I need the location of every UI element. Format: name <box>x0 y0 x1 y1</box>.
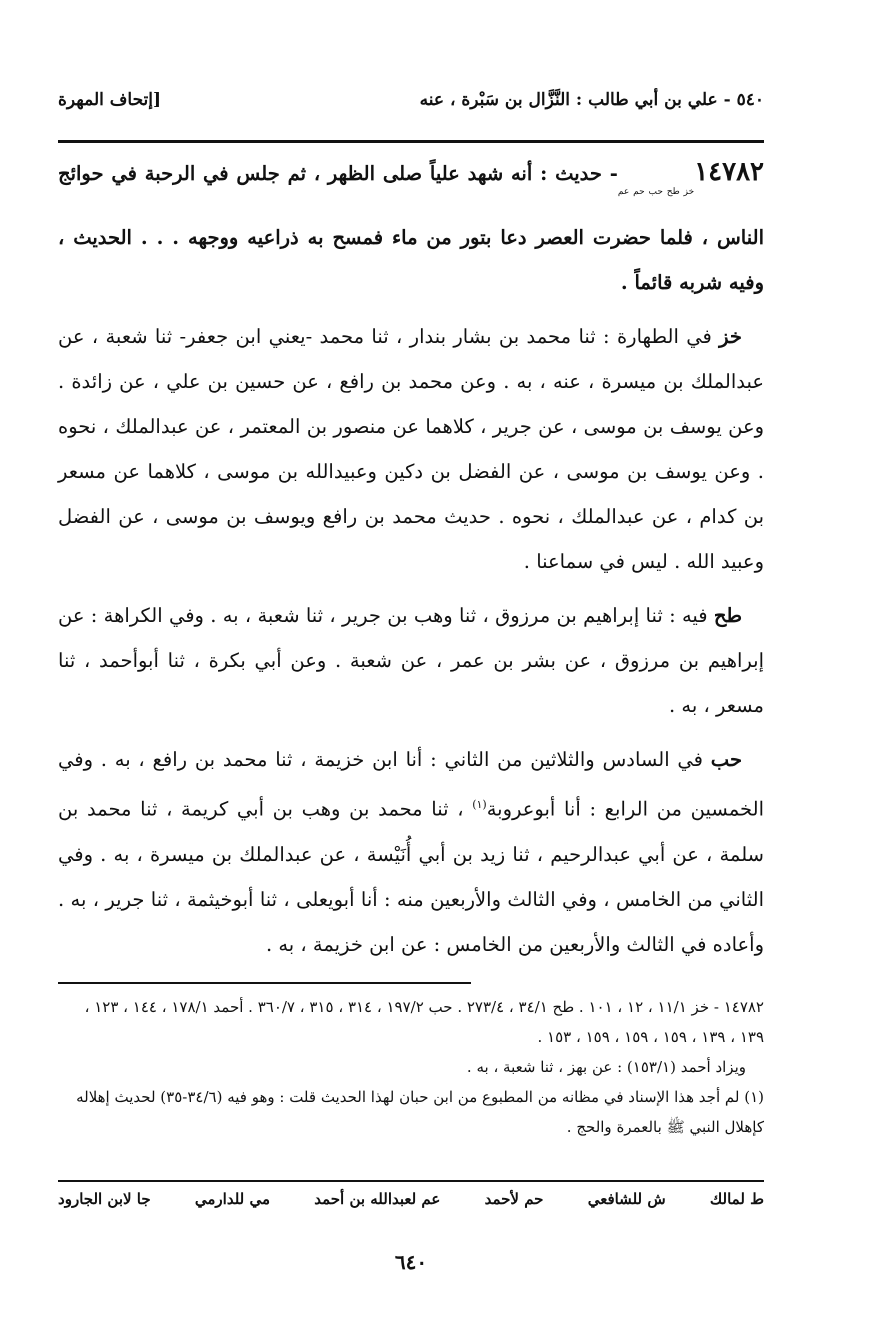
running-header <box>58 90 764 124</box>
footnote-1: (١) لم أجد هذا الإسناد في مظانه من المطبوع من ابن حبان لهذا الحديث قلت : وهو فيه (٣٤/٦-٣٥) لحديث إهلاله كإهلال النبي ﷺ بالعمرة والحج . <box>76 1088 764 1136</box>
paragraph-text: في الطهارة : ثنا محمد بن بشار بندار ، ثنا محمد -يعني ابن جعفر- ثنا شعبة ، عن عبدالملك بن ميسرة ، عنه ، به . وعن محمد بن رافع ، عن حسين بن علي ، عن زائدة . وعن يوسف بن موسى ، عن جرير ، كلاهما عن منصور بن المعتمر ، عن عبدالملك ، نحوه . وعن يوسف بن موسى ، عن الفضل بن دكين وعبيدالله بن موسى ، كلاهما عن مسعر بن كدام ، عن عبدالملك ، نحوه . حديث محمد بن رافع ويوسف بن موسى ، عن الفضل وعبيد الله . ليس في سماعنا . <box>58 325 764 573</box>
addition-note: ويزاد أحمد (١٥٣/١) : عن بهز ، ثنا شعبة ، به . <box>466 1058 746 1076</box>
paragraph-lead: حب <box>710 748 742 771</box>
paragraph-hb <box>58 737 764 967</box>
abbreviation-item: مي للدارمي <box>194 1190 270 1208</box>
page-number: ٦٤٠ <box>394 1250 428 1274</box>
header-rule <box>58 140 764 143</box>
header-title: ٥٤٠ - علي بن أبي طالب : النَّزَّال بن سَبْرة ، عنه <box>419 90 764 110</box>
paragraph-text: في السادس والثلاثين من الثاني : أنا ابن خزيمة ، ثنا محمد بن رافع ، به . وفي الخمسين من الرابع : أنا أبوعروبة <box>58 748 765 821</box>
hadith-entry <box>58 150 764 305</box>
hadith-text: - حديث : أنه شهد علياً صلى الظهر ، ثم جلس في الرحبة في حوائج الناس ، فلما حضرت العصر دعا بتور من ماء فمسح به ذراعيه ووجهه . . . الحديث ، وفيه شربه قائماً . <box>58 162 764 294</box>
abbreviation-item: ط لمالك <box>709 1190 764 1208</box>
paragraph-text: فيه : ثنا إبراهيم بن مرزوق ، ثنا وهب بن جرير ، ثنا شعبة ، به . وفي الكراهة : عن إبراهيم بن مرزوق ، عن بشر بن عمر ، عن شعبة . وعن أبي بكرة ، ثنا أبوأحمد ، ثنا مسعر ، به . <box>58 604 764 717</box>
abbreviations-rule <box>58 1180 764 1182</box>
book-page <box>58 0 764 1325</box>
paragraph-lead: خز <box>719 325 742 348</box>
paragraph-lead: طح <box>713 604 742 627</box>
hadith-number: ١٤٧٨٢ <box>694 157 765 187</box>
abbreviation-item: جا لابن الجارود <box>58 1190 151 1208</box>
footnotes <box>58 992 764 1142</box>
abbreviation-item: حم لأحمد <box>484 1190 544 1208</box>
footnote-separator <box>58 982 471 984</box>
header-book-name: [إتحاف المهرة <box>58 90 162 110</box>
paragraph-khz <box>58 314 764 584</box>
paragraph-text: ، ثنا محمد بن وهب بن أبي كريمة ، ثنا محمد بن سلمة ، عن أبي عبدالرحيم ، ثنا زيد بن أبي أُنَيْسة ، عن عبدالملك بن ميسرة ، به . وفي الثاني من الخامس ، وفي الثالث والأربعين منه : أنا أبويعلى ، ثنا أبوخيثمة ، ثنا جرير ، به . وأعاده في الثالث والأربعين من الخامس : عن ابن خزيمة ، به . <box>58 797 764 956</box>
paragraph-th <box>58 593 764 728</box>
hadith-sigla: خز طح حب حم عم <box>617 187 695 197</box>
abbreviations-key <box>58 1190 764 1224</box>
abbreviation-item: عم لعبدالله بن أحمد <box>314 1190 441 1208</box>
footnote-reference: (١) <box>472 798 487 811</box>
references-note: ١٤٧٨٢ - خز ١١/١ ، ١٢ ، ١٠١ . طح ٣٤/١ ، ٢٧٣/٤ . حب ١٩٧/٢ ، ٣١٤ ، ٣١٥ ، ٣٦٠/٧ . أحمد ١٧٨/١ ، ١٤٤ ، ١٢٣ ، ١٣٩ ، ١٣٩ ، ١٥٩ ، ١٥٩ ، ١٥٩ ، ١٥٣ . <box>84 998 764 1046</box>
main-text <box>58 150 764 976</box>
abbreviation-item: ش للشافعي <box>587 1190 666 1208</box>
